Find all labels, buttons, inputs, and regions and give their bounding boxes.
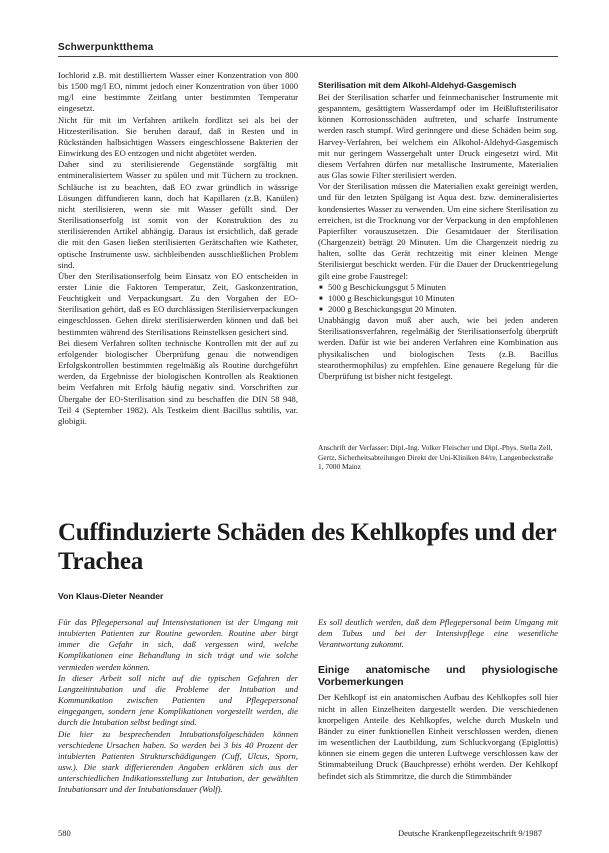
section-heading: Einige anatomische und physiologische Vorbemerkungen <box>318 664 558 689</box>
paragraph: In dieser Arbeit soll nicht auf die typischen Gefahren der Langzeitintubation und die Probleme der Intubation und Kommunikation zwischen Patienten und Pflegepersonal eingegangen, sondern jene Komplikationen vorgestellt werden, die durch die Intubation selbst bedingt sind. <box>58 672 298 728</box>
header-rule <box>58 56 558 57</box>
paragraph: Es soll deutlich werden, daß dem Pflegepersonal beim Umgang mit dem Tubus und bei der Intensivpflege eine wesentliche Verantwortung zukommt. <box>318 617 558 650</box>
journal-name: Deutsche Krankenpflegezeitschrift 9/1987 <box>398 828 542 838</box>
paragraph: Nicht für mit im Verfahren artikeln fordlitzt sei als bei der Hitzesterilisation. Sie beruhen darauf, daß in Resten und in Rückständen halbsichtigen Wassers eingeschlossene Bakterien der Einwirkung des EO entzogen und nicht abgetötet werden. <box>58 114 298 159</box>
paragraph: Bei diesem Verfahren sollten technische Kontrollen mit der auf zu erfolgender biologischer Überprüfung genau die notwendigen Erfolgskontrollen bestimmten regelmäßig als Routine durchgeführt werden, da Ergebnisse der biologischen Kontrollen als Reaktionen beim Verfahren mit Erfolg häufig negativ sind. Vorschriften zur Übergabe der EO-Sterilisation sind zu beschaffen die DIN 58 948, Teil 4 (September 1982). Als Testkeim dient Bacillus subtilis, var. globigii. <box>58 337 298 426</box>
paragraph: Für das Pflegepersonal auf Intensivstationen ist der Umgang mit intubierten Patienten zur Routine geworden. Routine aber birgt immer die Gefahr in sich, daß vergessen wird, welche Komplikationen eine Behandlung in sich trägt und wie solche vermieden werden können. <box>58 617 298 672</box>
paragraph: Die hier zu besprechenden Intubationsfolgeschäden können verschiedene Ursachen haben. So werden bei 3 bis 40 Prozent der intubierten Patienten Strukturschädigungen (Cuff, Ulcus, Sporn, usw.). Die stark differierenden Angaben erklären sich aus der unterschiedlichen Indikationsstellung zur Intubation, der gewählten Intubationsart und der Intubationsdauer (Wolf). <box>58 728 298 795</box>
right-column-top <box>318 80 558 382</box>
paragraph: Daher sind zu sterilisierende Gegenstände sorgfältig mit entmineralisiertem Wasser zu spülen und mit Tüchern zu trocknen. Schläuche ist zu beachten, daß EO zwar gründlich in wässrige Lösungen diffundieren kann, doch hat Kapillaren (z.B. Kanülen) nicht sterilisieren, wenn sie mit Wasser gefüllt sind. Der Sterilisationserfolg ist somit von der Konstruktion des zu sterilisierenden Artikel abhängig. Daraus ist ersichtlich, daß gerade die mit den Gasen ließen sterilisierten Gerätschaften wie Katheter, optische Instrumente usw. sichbleibenden ausschließlichen Problem sind. <box>58 159 298 270</box>
paragraph: Der Kehlkopf ist ein anatomischen Aufbau des Kehlkopfes soll hier nicht in allen Einzelheiten dargestellt werden. Die verschiedenen knorpeligen Anteile des Kehlkopfes, welche durch Muskeln und Bänder zu einer funktionellen Einheit verschlossen werden, dienen im wesentlichen der Lautbildung, zum Schluckvorgang (Epiglottis) können sie einem gegen die unteren Luftwege verschlossen kaw der Stimmabteilung Druck (Bauchpresse) erhöht werden. Der Kehlkopf befindet sich als Stimmritze, die durch die Stimmbänder <box>318 692 558 781</box>
bullet-item: ■ 2000 g Beschickungsgut 20 Minuten. <box>328 304 558 315</box>
author-address: Anschrift der Verfasser: Dipl.-Ing. Volker Fleischer und Dipl.-Phys. Stella Zell, Gertz, Sicherheitsabteilungen Direkt der Uni-Kliniken 84/re, Langenbeckstraße 1, 7000 Mainz <box>318 443 554 472</box>
paragraph: Unabhängig davon muß aber auch, wie bei jeden anderen Sterilisationsverfahren, regelmäßig der Sterilisationserfolg überprüft werden. Dafür ist wie bei anderen Verfahren eine Kombination aus physikalischen und biologischen Tests (z.B. Bacillus stearothermophilus) zu empfehlen. Eine genauere Regelung für die Überprüfung ist bisher nicht festgelegt. <box>318 315 558 381</box>
section-label: Schwerpunktthema <box>58 42 154 53</box>
paragraph: Vor der Sterilisation müssen die Materialien exakt gereinigt werden, und für den letzten Spülgang ist Aqua dest. bzw. demineralisiertes kondensiertes Wasser zu verwenden. Um eine sichere Sterilisation zu erreichen, ist die Trocknung vor der Verpackung in den empfohlenen Papierfilter vorauszusetzen. Die Gesamtdauer der Sterilisation (Chargenzeit) beträgt 20 Minuten. Um die Chargenzeit niedrig zu halten, sollte das Gerät rechtzeitig mit einer kleinen Menge Sterilisiergut beschickt werden. Für die Dauer der Druckentriegelung gilt eine grobe Faustregel: <box>318 181 558 281</box>
bullet-list <box>318 282 558 315</box>
article-author: Von Klaus-Dieter Neander <box>58 591 164 601</box>
paragraph: Iochlorid z.B. mit destilliertem Wasser einer Konzentration von 800 bis 1500 mg/l EO, nimmt jedoch einer Konzentration von über 1000 mg/l eine bestimmte Zeitlang unter bestimmten Temperatur eingesetzt. <box>58 70 298 114</box>
bullet-item: ■ 500 g Beschickungsgut 5 Minuten <box>328 282 558 293</box>
paragraph: Bei der Sterilisation scharfer und feinmechanischer Instrumente mit gespanntem, gesättigtem Wasserdampf oder im Heißluftsterilisator können Korrosionsschäden auftreten, und scharfe Instrumente werden rasch stumpf. Wird gerinngere und diese Schäden beim sog. Harvey-Verfahren, bei welchem ein Alkohol-Aldehyd-Gasgemisch mit nur geringem Wassergehalt unter Druck eingesetzt wird. Mit diesem Verfahren dürfen nur metallische Instrumente, Materialien aus Glas sowie Filter sterilisiert werden. <box>318 92 558 181</box>
page-number: 580 <box>58 828 71 838</box>
paragraph: Über den Sterilisationserfolg beim Einsatz von EO entscheiden in erster Linie die Faktoren Temperatur, Zeit, Gaskonzentration, Feuchtigkeit und Verpackungsart. Zu den Vorgaben der EO-Sterilisation gehört, daß es EO durchlässigen Sterilisierverpackungen eingeschlossen. Gehen direkt sterilisierwerden können und daß bei bestimmten während des Sterilisations Reinstelksen gesichert sind. <box>58 270 298 337</box>
right-column-bottom <box>318 617 558 782</box>
article-title: Cuffinduzierte Schäden des Kehlkopfes und der Trachea <box>58 519 556 575</box>
section-heading: Sterilisation mit dem Alkohl-Aldehyd-Gasgemisch <box>318 80 517 90</box>
left-column-top <box>58 70 298 427</box>
bullet-item: ■ 1000 g Beschickungsgut 10 Minuten <box>328 293 558 304</box>
abstract-left <box>58 617 298 796</box>
